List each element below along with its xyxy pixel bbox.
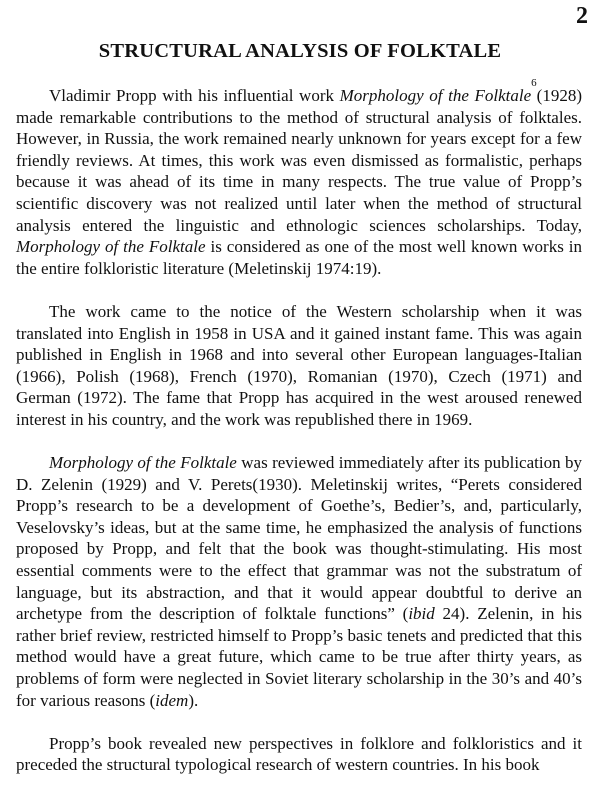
chapter-title: STRUCTURAL ANALYSIS OF FOLKTALE xyxy=(98,40,502,62)
paragraph-4: Propp’s book revealed new perspectives in folklore and folkloristics and it preceded the structural typological research of western countries. In his book xyxy=(16,733,582,775)
citation-idem: idem xyxy=(155,690,189,710)
paragraph-1: Vladimir Propp with his influential work Morphology of the Folktale$^6$(1928) made remarkable contributions to the method of structural analysis of folktales. However, in Russia, the work remained nearly unknown for years except for a few friendly reviews. At times, this work was even dismissed as formalistic, perhaps because it was ahead of its time in many respects. The true value of Propp’s scientific discovery was not realized until later when the method of structural analysis entered the linguistic and ethnologic sciences scholarships. Today, Morphology of the Folktale is considered as one of the most well known works in the entire folkloristic literature (Meletinskij 1974:19). xyxy=(16,77,583,278)
chapter-number: 2 xyxy=(576,3,588,29)
paragraph-2: The work came to the notice of the Western scholarship when it was translated into English in 1958 in USA and it gained instant fame. This was again published in English in 1968 and into several other European languages-Italian (1966), Polish (1968), French (1970), Romanian (1970), Czech (1971) and German (1972). The fame that Propp has acquired in the west aroused renewed interest in his country, and the work was republished there in 1969. xyxy=(16,301,582,429)
paragraph-3: Morphology of the Folktale was reviewed immediately after its publication by D. Zelenin (1929) and V. Perets(1930). Meletinskij writes, “Perets considered Propp’s research to be a development of Goethe’s, Bedier’s, and, particularly, Veselovsky’s ideas, but at the same time, he emphasized the analysis of functions proposed by Propp, and felt that the book was thought-stimulating. His most essential comments were to the effect that grammar was not the substratum of language, but its abstraction, and that it would appear doubtful to derive an archetype from the description of folktale functions” (ibid 24). Zelenin, in his rather brief review, restricted himself to Propp’s basic tenets and predicted that this method would have a great future, which came to be true after thirty years, as problems of form were neglected in Soviet literary scholarship in the 30’s and 40’s for various reasons (idem). xyxy=(16,453,582,710)
citation-ibid: ibid xyxy=(408,604,435,624)
book-title-italic: Morphology of the Folktale xyxy=(16,237,206,257)
footnote-marker: 6 xyxy=(531,77,537,89)
book-title-italic: Morphology of the Folktale xyxy=(49,453,237,473)
chapter-body xyxy=(16,77,583,798)
book-title-italic: Morphology of the Folktale xyxy=(339,86,532,105)
